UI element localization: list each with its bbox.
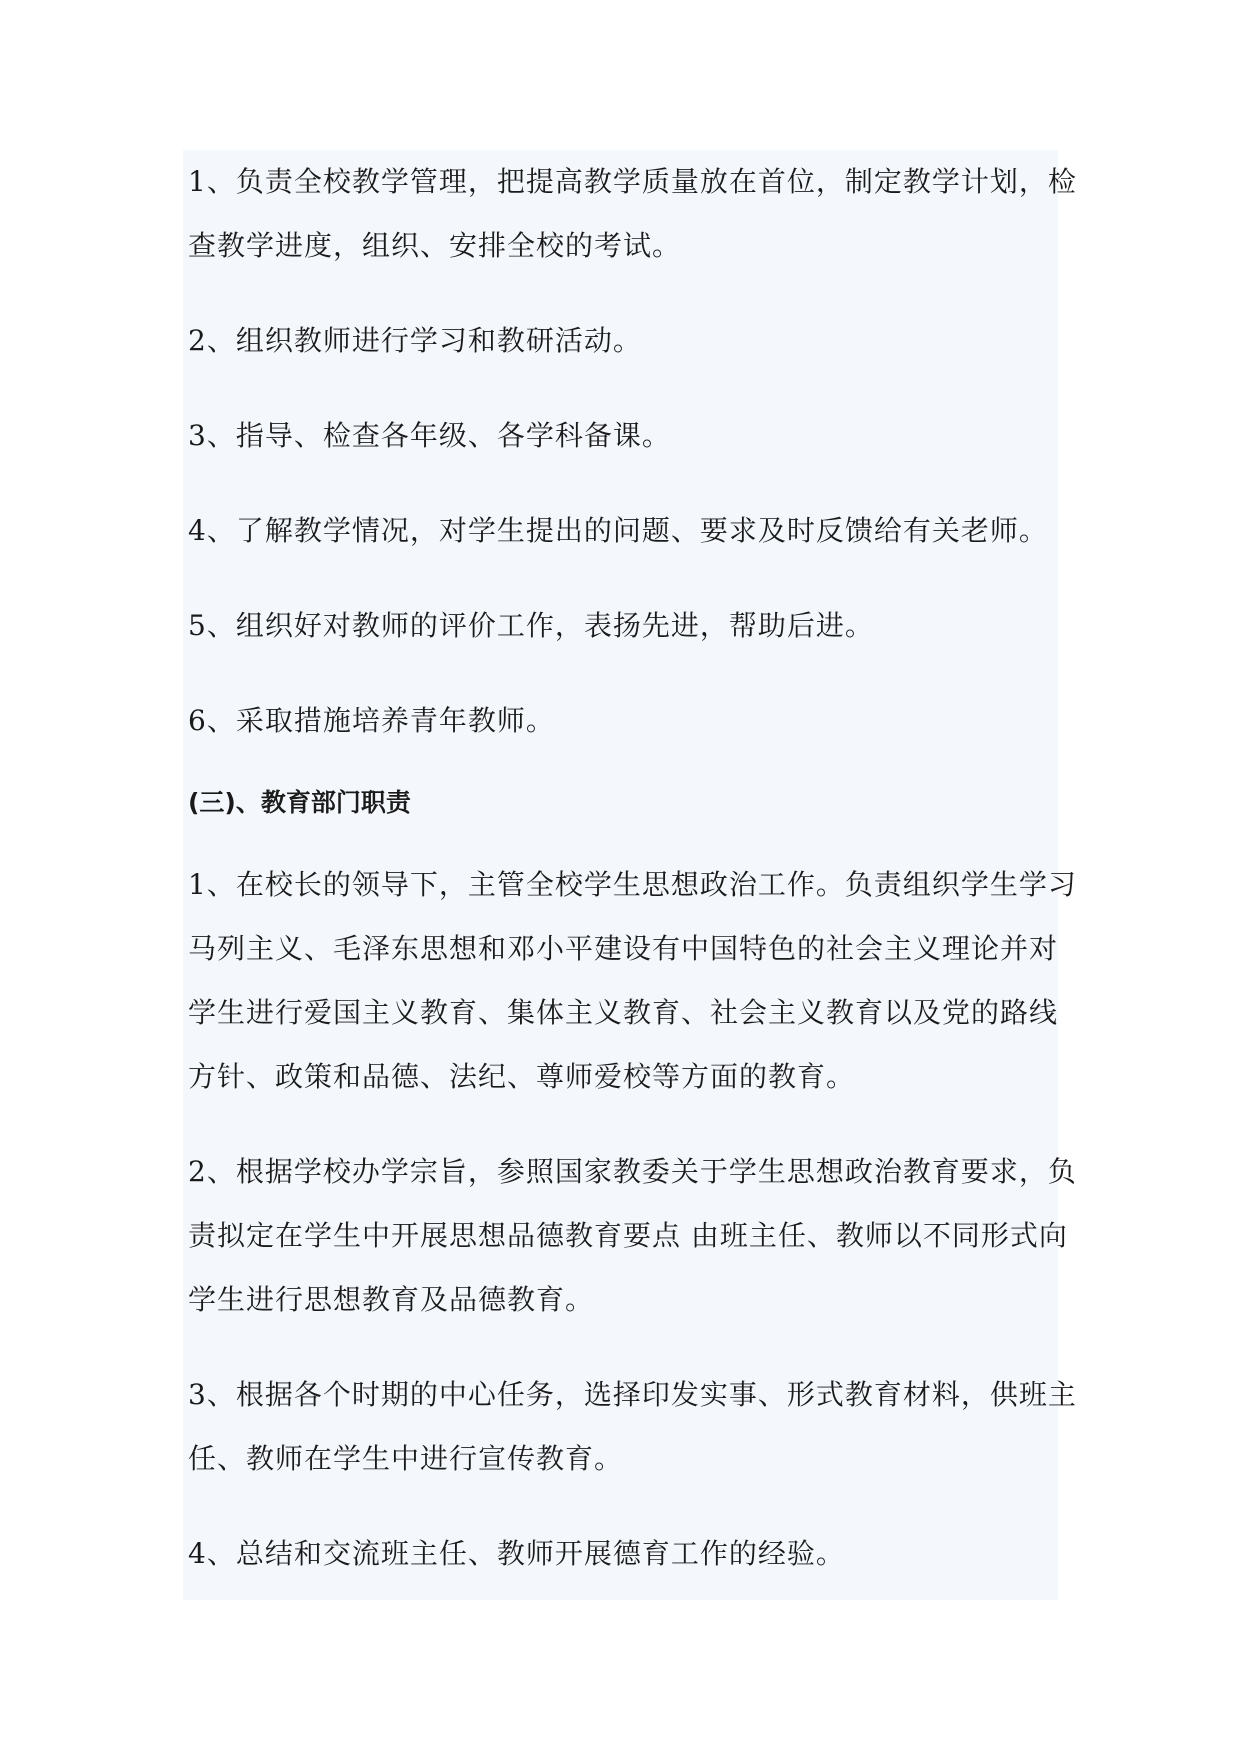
education-item-1: 1、在校长的领导下，主管全校学生思想政治工作。负责组织学生学习马列主义、毛泽东思想和邓小平建设有中国特色的社会主义理论并对学生进行爱国主义教育、集体主义教育、社会主义教育以及党的路线方针、政策和品德、法纪、尊师爱校等方面的教育。 <box>188 868 1077 1093</box>
teaching-item-2: 2、组织教师进行学习和教研活动。 <box>188 324 642 357</box>
teaching-item-4: 4、了解教学情况，对学生提出的问题、要求及时反馈给有关老师。 <box>188 514 1048 547</box>
education-item-2: 2、根据学校办学宗旨，参照国家教委关于学生思想政治教育要求，负责拟定在学生中开展思想品德教育要点 由班主任、教师以不同形式向学生进行思想教育及品德教育。 <box>188 1155 1077 1316</box>
teaching-item-1: 1、负责全校教学管理，把提高教学质量放在首位，制定教学计划，检查教学进度，组织、安排全校的考试。 <box>188 165 1077 262</box>
education-item-4: 4、总结和交流班主任、教师开展德育工作的经验。 <box>188 1537 845 1570</box>
teaching-item-6: 6、采取措施培养青年教师。 <box>188 704 555 737</box>
document-body <box>188 150 1078 1586</box>
teaching-item-5: 5、组织好对教师的评价工作，表扬先进，帮助后进。 <box>188 609 874 642</box>
section-heading: (三)、教育部门职责 <box>188 788 411 817</box>
teaching-item-3: 3、指导、检查各年级、各学科备课。 <box>188 419 671 452</box>
education-item-3: 3、根据各个时期的中心任务，选择印发实事、形式教育材料，供班主任、教师在学生中进行宣传教育。 <box>188 1378 1077 1475</box>
